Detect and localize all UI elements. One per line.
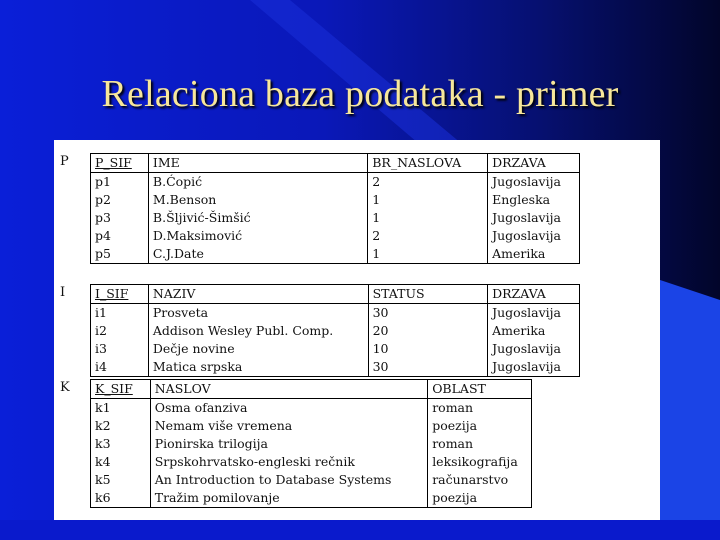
- column-header: DRZAVA: [488, 285, 580, 304]
- table-cell: Jugoslavija: [488, 358, 580, 377]
- table-cell: Amerika: [488, 322, 580, 340]
- table-cell: i1: [91, 304, 149, 323]
- table-cell: Engleska: [488, 191, 580, 209]
- table-row: [91, 489, 532, 508]
- table-cell: poezija: [428, 417, 532, 435]
- slide-title: Relaciona baza podataka - primer: [101, 73, 619, 115]
- table-cell: 30: [368, 304, 488, 323]
- table-cell: 20: [368, 322, 488, 340]
- table-header-row: [91, 154, 580, 173]
- table-cell: p4: [91, 227, 149, 245]
- table-row: [91, 417, 532, 435]
- table-row: [91, 340, 580, 358]
- table-cell: k1: [91, 399, 151, 418]
- column-header: NAZIV: [148, 285, 368, 304]
- table-row: [91, 322, 580, 340]
- table-row: [91, 453, 532, 471]
- table-row: [91, 471, 532, 489]
- column-header: NASLOV: [150, 380, 427, 399]
- relation-label-i: I: [60, 285, 66, 300]
- table-row: [91, 191, 580, 209]
- table-row: [91, 209, 580, 227]
- table-header-row: [91, 285, 580, 304]
- bottom-bar-shape: [0, 520, 720, 540]
- table-cell: p3: [91, 209, 149, 227]
- content-panel: [54, 140, 660, 520]
- table-row: [91, 435, 532, 453]
- table-cell: Dečje novine: [148, 340, 368, 358]
- table-cell: Amerika: [488, 245, 580, 264]
- table-cell: C.J.Date: [148, 245, 367, 264]
- table-i: [90, 284, 580, 377]
- table-cell: D.Maksimović: [148, 227, 367, 245]
- table-cell: p2: [91, 191, 149, 209]
- table-row: [91, 399, 532, 418]
- table-row: [91, 245, 580, 264]
- table-cell: 30: [368, 358, 488, 377]
- table-cell: k6: [91, 489, 151, 508]
- relation-label-k: K: [60, 380, 70, 395]
- table-cell: 1: [368, 245, 488, 264]
- table-cell: poezija: [428, 489, 532, 508]
- table-cell: leksikografija: [428, 453, 532, 471]
- table-row: [91, 358, 580, 377]
- table-cell: roman: [428, 435, 532, 453]
- table-cell: i3: [91, 340, 149, 358]
- table-header-row: [91, 380, 532, 399]
- table-cell: k3: [91, 435, 151, 453]
- table-cell: Addison Wesley Publ. Comp.: [148, 322, 368, 340]
- table-cell: 1: [368, 191, 488, 209]
- table-cell: i2: [91, 322, 149, 340]
- table-cell: Osma ofanziva: [150, 399, 427, 418]
- column-header: BR_NASLOVA: [368, 154, 488, 173]
- table-cell: Tražim pomilovanje: [150, 489, 427, 508]
- table-cell: An Introduction to Database Systems: [150, 471, 427, 489]
- table-cell: M.Benson: [148, 191, 367, 209]
- column-header: STATUS: [368, 285, 488, 304]
- table-cell: Jugoslavija: [488, 304, 580, 323]
- table-row: [91, 304, 580, 323]
- table-cell: Prosveta: [148, 304, 368, 323]
- table-cell: Jugoslavija: [488, 173, 580, 192]
- table-cell: roman: [428, 399, 532, 418]
- table-k: [90, 379, 532, 508]
- column-header: K_SIF: [91, 380, 151, 399]
- column-header: DRZAVA: [488, 154, 580, 173]
- table-cell: 1: [368, 209, 488, 227]
- table-row: [91, 173, 580, 192]
- table-cell: Jugoslavija: [488, 340, 580, 358]
- table-cell: p1: [91, 173, 149, 192]
- column-header: P_SIF: [91, 154, 149, 173]
- table-p: [90, 153, 580, 264]
- table-cell: B.Šljivić-Šimšić: [148, 209, 367, 227]
- table-cell: p5: [91, 245, 149, 264]
- table-cell: 2: [368, 173, 488, 192]
- table-cell: k4: [91, 453, 151, 471]
- table-cell: 2: [368, 227, 488, 245]
- table-cell: Jugoslavija: [488, 209, 580, 227]
- table-cell: k5: [91, 471, 151, 489]
- table-row: [91, 227, 580, 245]
- table-cell: računarstvo: [428, 471, 532, 489]
- table-cell: k2: [91, 417, 151, 435]
- table-cell: Jugoslavija: [488, 227, 580, 245]
- relation-label-p: P: [60, 154, 69, 169]
- table-cell: Pionirska trilogija: [150, 435, 427, 453]
- table-cell: Matica srpska: [148, 358, 368, 377]
- column-header: I_SIF: [91, 285, 149, 304]
- table-cell: i4: [91, 358, 149, 377]
- column-header: OBLAST: [428, 380, 532, 399]
- table-cell: B.Ćopić: [148, 173, 367, 192]
- table-cell: Nemam više vremena: [150, 417, 427, 435]
- column-header: IME: [148, 154, 367, 173]
- table-cell: 10: [368, 340, 488, 358]
- table-cell: Srpskohrvatsko-engleski rečnik: [150, 453, 427, 471]
